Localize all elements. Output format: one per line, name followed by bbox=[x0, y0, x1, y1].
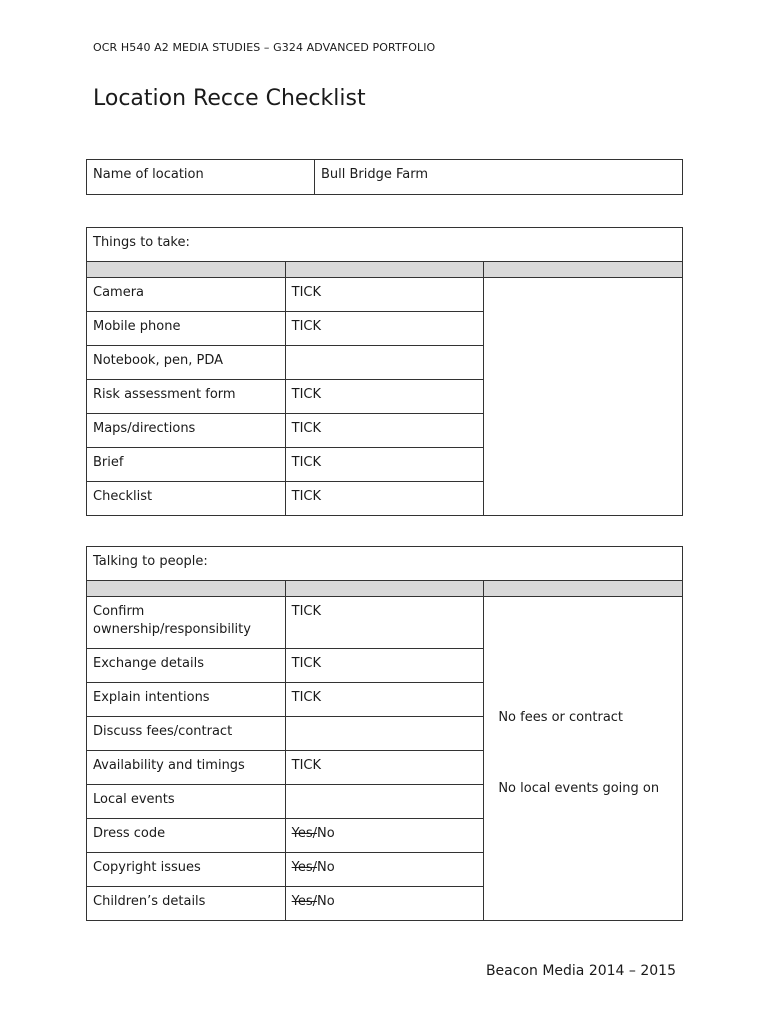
item-status: TICK bbox=[285, 683, 484, 717]
no-option: No bbox=[317, 860, 335, 875]
item-label: Explain intentions bbox=[87, 683, 286, 717]
item-label: Maps/directions bbox=[87, 414, 286, 448]
shaded-cell bbox=[87, 262, 286, 278]
item-status: TICK bbox=[285, 414, 484, 448]
talking-to-people-heading: Talking to people: bbox=[87, 547, 683, 581]
item-status bbox=[285, 346, 484, 380]
note-local-events: No local events going on bbox=[498, 781, 660, 796]
item-label: Availability and timings bbox=[87, 751, 286, 785]
item-label: Brief bbox=[87, 448, 286, 482]
table-row bbox=[87, 278, 683, 312]
item-status: TICK bbox=[285, 597, 484, 649]
item-status: TICK bbox=[285, 482, 484, 516]
course-header: OCR H540 A2 MEDIA STUDIES – G324 ADVANCED PORTFOLIO bbox=[93, 41, 436, 54]
page-title: Location Recce Checklist bbox=[93, 86, 366, 111]
item-label: Exchange details bbox=[87, 649, 286, 683]
talking-to-people-table bbox=[86, 546, 683, 921]
shaded-cell bbox=[285, 262, 484, 278]
yes-no-cell bbox=[285, 887, 484, 921]
no-option: No bbox=[317, 894, 335, 909]
item-label: Camera bbox=[87, 278, 286, 312]
yes-no-cell bbox=[285, 853, 484, 887]
yes-no-cell bbox=[285, 819, 484, 853]
item-label: Mobile phone bbox=[87, 312, 286, 346]
item-label: Risk assessment form bbox=[87, 380, 286, 414]
location-value: Bull Bridge Farm bbox=[315, 160, 683, 195]
no-option: No bbox=[317, 826, 335, 841]
table-row bbox=[87, 597, 683, 649]
table-row bbox=[87, 581, 683, 597]
item-label: Children’s details bbox=[87, 887, 286, 921]
item-status: TICK bbox=[285, 380, 484, 414]
table-row bbox=[87, 262, 683, 278]
yes-option-struck: Yes/ bbox=[291, 894, 318, 909]
item-status: TICK bbox=[285, 448, 484, 482]
note-fees: No fees or contract bbox=[498, 710, 624, 725]
shaded-cell bbox=[285, 581, 484, 597]
table-row bbox=[87, 228, 683, 262]
item-status: TICK bbox=[285, 751, 484, 785]
item-label: Checklist bbox=[87, 482, 286, 516]
item-status bbox=[285, 717, 484, 751]
item-status: TICK bbox=[285, 312, 484, 346]
location-label: Name of location bbox=[87, 160, 315, 195]
item-status: TICK bbox=[285, 278, 484, 312]
things-to-take-table bbox=[86, 227, 683, 516]
table-row bbox=[87, 547, 683, 581]
things-to-take-heading: Things to take: bbox=[87, 228, 683, 262]
item-status: TICK bbox=[285, 649, 484, 683]
notes-cell bbox=[484, 278, 683, 516]
yes-option-struck: Yes/ bbox=[291, 860, 318, 875]
item-status bbox=[285, 785, 484, 819]
item-label: Confirm ownership/responsibility bbox=[87, 597, 286, 649]
item-label: Dress code bbox=[87, 819, 286, 853]
shaded-cell bbox=[484, 581, 683, 597]
item-label: Local events bbox=[87, 785, 286, 819]
item-label: Discuss fees/contract bbox=[87, 717, 286, 751]
shaded-cell bbox=[87, 581, 286, 597]
location-table bbox=[86, 159, 683, 195]
shaded-cell bbox=[484, 262, 683, 278]
notes-cell bbox=[484, 597, 683, 921]
item-label: Copyright issues bbox=[87, 853, 286, 887]
footer-text: Beacon Media 2014 – 2015 bbox=[485, 963, 676, 979]
table-row bbox=[87, 160, 683, 195]
item-label: Notebook, pen, PDA bbox=[87, 346, 286, 380]
yes-option-struck: Yes/ bbox=[291, 826, 318, 841]
